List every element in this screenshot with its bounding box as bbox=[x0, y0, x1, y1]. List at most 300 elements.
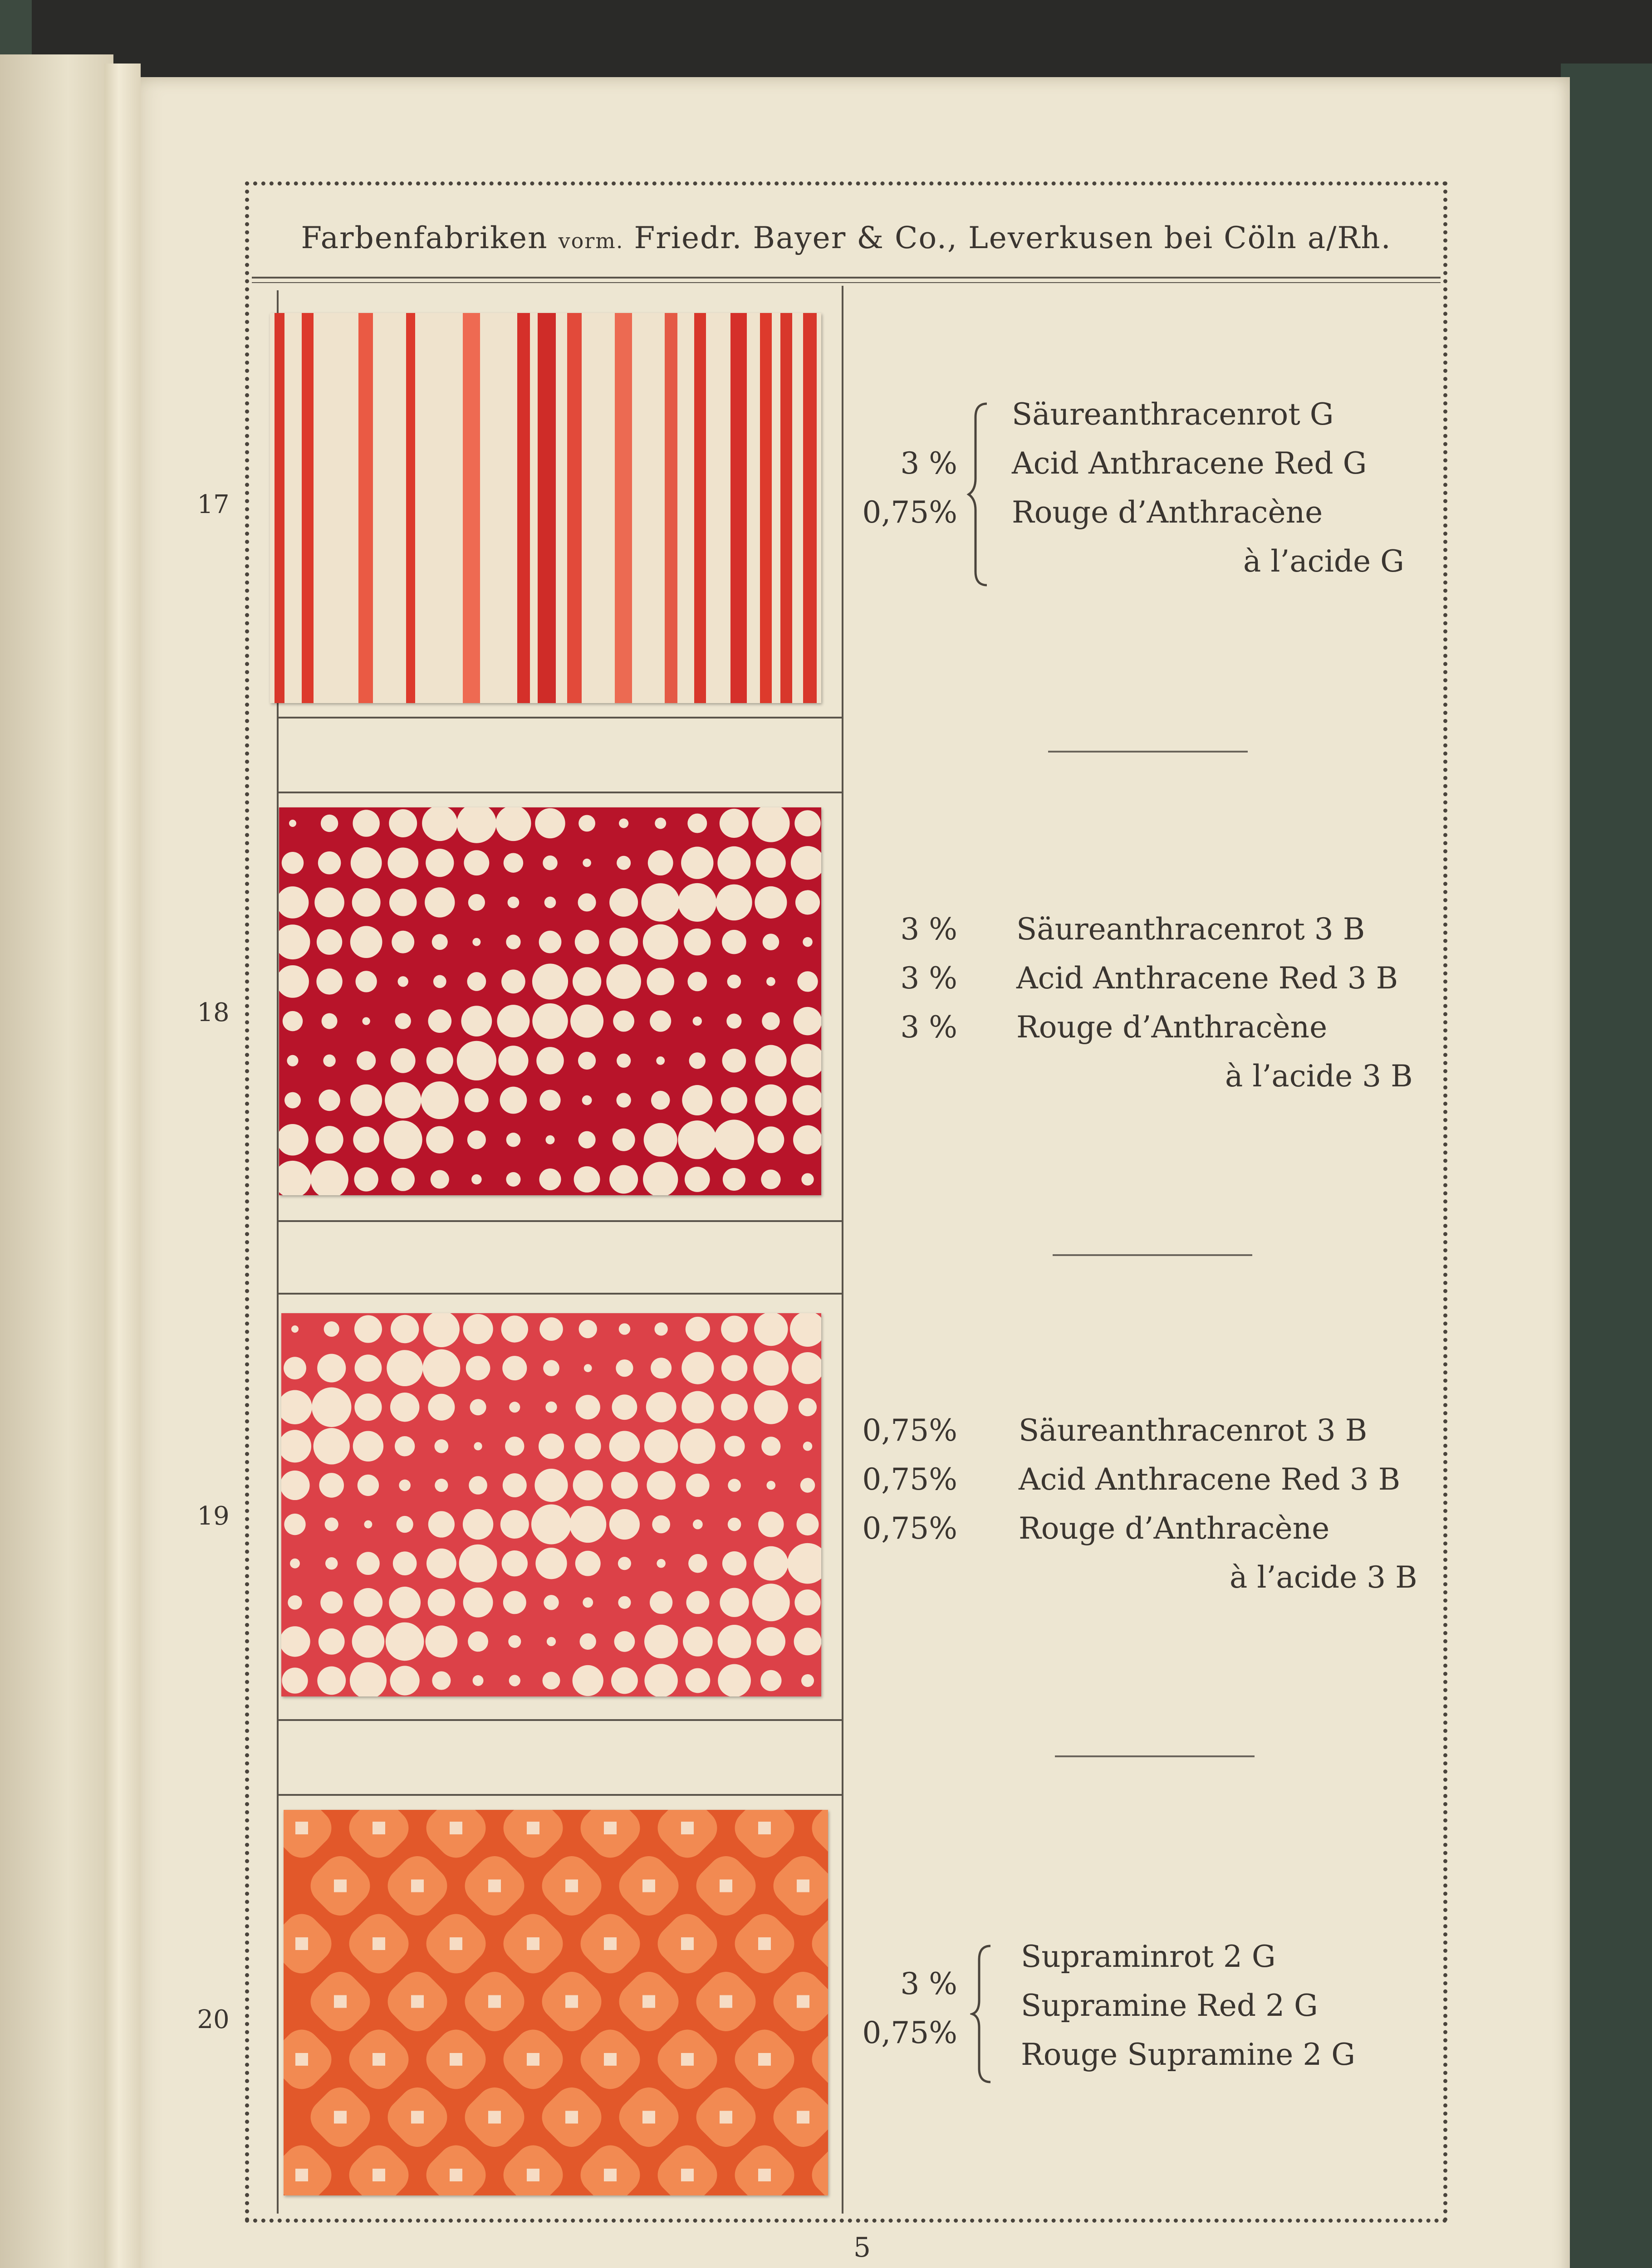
fabric-dot bbox=[578, 1131, 595, 1149]
row-rule bbox=[277, 1794, 842, 1796]
header-address: Friedr. Bayer & Co., Leverkusen bei Cöln a/Rh. bbox=[634, 220, 1392, 255]
lattice-square bbox=[758, 2053, 771, 2066]
fabric-dot bbox=[575, 930, 599, 954]
fabric-dot bbox=[426, 1047, 453, 1074]
fabric-dot bbox=[539, 1168, 561, 1190]
fabric-dot bbox=[714, 1119, 754, 1160]
lattice-square bbox=[527, 2053, 539, 2066]
fabric-dot bbox=[391, 1315, 419, 1343]
fabric-dot bbox=[312, 1387, 351, 1427]
fabric-swatch-20 bbox=[284, 1810, 828, 2195]
fabric-dot bbox=[580, 1633, 596, 1650]
fabric-dot bbox=[284, 1514, 305, 1535]
lattice-square bbox=[411, 2111, 424, 2124]
lattice-square bbox=[758, 2169, 771, 2181]
fabric-dot bbox=[609, 1431, 640, 1461]
fabric-dot bbox=[535, 808, 565, 838]
fabric-dot bbox=[314, 888, 344, 918]
lattice-square bbox=[295, 2053, 308, 2066]
fabric-dot bbox=[317, 929, 342, 954]
fabric-dot bbox=[539, 1433, 564, 1459]
fabric-dot bbox=[498, 1046, 528, 1075]
dye-name: à l’acide 3 B bbox=[1225, 1059, 1413, 1094]
fabric-dot bbox=[791, 1044, 821, 1077]
fabric-dot bbox=[655, 1322, 668, 1335]
fabric-dot bbox=[722, 930, 746, 954]
fabric-dot bbox=[644, 1664, 677, 1696]
fabric-dot bbox=[682, 1085, 712, 1115]
fabric-dot bbox=[500, 1087, 527, 1114]
fabric-dot bbox=[794, 1589, 820, 1615]
fabric-dot bbox=[755, 886, 787, 919]
fabric-dot bbox=[791, 846, 821, 880]
fabric-dot bbox=[606, 964, 641, 999]
lattice-square bbox=[797, 2111, 809, 2124]
lattice-square bbox=[450, 1822, 462, 1834]
fabric-dot bbox=[584, 1364, 592, 1372]
fabric-swatch-18 bbox=[279, 807, 821, 1195]
fabric-dot bbox=[576, 1395, 600, 1419]
fabric-dot bbox=[433, 975, 446, 988]
lattice-square bbox=[373, 1822, 385, 1834]
fabric-dot bbox=[392, 931, 414, 953]
fabric-dot bbox=[279, 965, 309, 998]
lattice-square bbox=[797, 1880, 809, 1892]
lattice-square bbox=[527, 2169, 539, 2181]
dot-pattern bbox=[279, 807, 821, 1195]
fabric-dot bbox=[426, 1126, 453, 1154]
fabric-swatch-17 bbox=[270, 313, 821, 703]
left-page-edge bbox=[0, 54, 113, 2268]
fabric-dot bbox=[716, 885, 752, 921]
recipe-18 bbox=[853, 905, 1443, 1114]
dye-name: à l’acide 3 B bbox=[1230, 1560, 1417, 1595]
fabric-dot bbox=[395, 1013, 411, 1029]
fabric-dot bbox=[790, 1313, 821, 1347]
fabric-dot bbox=[684, 929, 711, 955]
fabric-dot bbox=[722, 1049, 746, 1073]
fabric-dot bbox=[356, 971, 377, 992]
fabric-dot bbox=[578, 1052, 596, 1070]
fabric-dot bbox=[755, 1045, 786, 1076]
fabric-dot bbox=[723, 1168, 745, 1191]
fabric-dot bbox=[459, 1545, 497, 1583]
fabric-dot bbox=[473, 1675, 484, 1686]
fabric-dot bbox=[391, 1168, 415, 1191]
fabric-dot bbox=[689, 1052, 706, 1069]
fabric-dot bbox=[752, 807, 789, 842]
fabric-dot bbox=[569, 1506, 606, 1543]
recipe-17 bbox=[853, 390, 1443, 599]
fabric-dot bbox=[726, 1014, 741, 1029]
fabric-dot bbox=[651, 1091, 670, 1110]
fabric-dot bbox=[319, 1628, 345, 1655]
fabric-dot bbox=[794, 1007, 821, 1036]
lattice-square bbox=[488, 1880, 501, 1892]
lattice-square bbox=[642, 1880, 655, 1892]
fabric-dot bbox=[544, 897, 556, 909]
separator bbox=[1055, 1755, 1255, 1757]
fabric-dot bbox=[721, 1316, 748, 1343]
fabric-dot bbox=[582, 1095, 592, 1105]
fabric-dot bbox=[718, 1625, 751, 1658]
fabric-dot bbox=[680, 1428, 716, 1464]
fabric-dot bbox=[389, 889, 417, 916]
fabric-dot bbox=[688, 1554, 707, 1573]
fabric-dot bbox=[317, 1354, 346, 1383]
lattice-square bbox=[604, 1937, 617, 1950]
fabric-dot bbox=[422, 1349, 460, 1387]
fabric-dot bbox=[320, 1591, 343, 1613]
fabric-dot bbox=[317, 1667, 346, 1695]
fabric-dot bbox=[686, 1591, 709, 1614]
fabric-dot bbox=[315, 1126, 343, 1154]
fabric-dot bbox=[543, 1360, 559, 1376]
fabric-dot bbox=[279, 886, 309, 919]
fabric-dot bbox=[727, 975, 741, 989]
fabric-dot bbox=[501, 970, 525, 994]
dye-name: Acid Anthracene Red 3 B bbox=[1019, 1462, 1401, 1497]
fabric-dot bbox=[720, 809, 749, 838]
fabric-dot bbox=[397, 1516, 413, 1533]
fabric-dot bbox=[536, 1047, 564, 1074]
fabric-dot bbox=[793, 1125, 821, 1154]
brace bbox=[970, 1941, 997, 2087]
fabric-dot bbox=[795, 890, 820, 914]
book-cover-right bbox=[1561, 64, 1652, 2268]
fabric-dot bbox=[457, 1041, 496, 1080]
lattice-square bbox=[758, 1937, 771, 1950]
fabric-dot bbox=[717, 846, 750, 880]
row-rule bbox=[277, 1220, 842, 1222]
fabric-dot bbox=[583, 1597, 593, 1608]
fabric-dot bbox=[793, 1085, 821, 1115]
fabric-dot bbox=[423, 1313, 460, 1347]
percentage: 0,75% bbox=[862, 2015, 957, 2050]
fabric-dot bbox=[472, 938, 480, 946]
fabric-dot bbox=[721, 1394, 748, 1421]
fabric-dot bbox=[543, 1672, 560, 1690]
fabric-dot bbox=[466, 1356, 490, 1380]
fabric-dot bbox=[643, 924, 678, 960]
dye-name: Säureanthracenrot 3 B bbox=[1016, 912, 1365, 947]
fabric-dot bbox=[353, 1431, 383, 1461]
fabric-dot bbox=[756, 848, 786, 878]
fabric-dot bbox=[287, 1055, 298, 1066]
fabric-dot bbox=[794, 810, 821, 836]
fabric-dot bbox=[318, 851, 341, 875]
fabric-dot bbox=[657, 1559, 666, 1568]
lattice-square bbox=[488, 2111, 501, 2124]
lattice-square bbox=[681, 2053, 694, 2066]
percentage: 0,75% bbox=[862, 1413, 957, 1448]
fabric-dot bbox=[289, 820, 296, 827]
fabric-dot bbox=[543, 855, 558, 870]
fabric-dot bbox=[578, 893, 596, 911]
lattice-square bbox=[411, 1995, 424, 2008]
fabric-dot bbox=[539, 1317, 563, 1341]
fabric-dot bbox=[754, 1546, 788, 1581]
lattice-square bbox=[450, 1937, 462, 1950]
fabric-dot bbox=[355, 1354, 382, 1382]
fabric-dot bbox=[686, 1474, 709, 1497]
dye-name: Acid Anthracene Red G bbox=[1012, 446, 1367, 481]
dye-name: Rouge d’Anthracène bbox=[1012, 495, 1323, 530]
fabric-dot bbox=[609, 888, 638, 917]
fabric-dot bbox=[721, 1355, 747, 1381]
fabric-dot bbox=[547, 1637, 556, 1646]
fabric-dot bbox=[757, 1627, 785, 1656]
dye-name: Acid Anthracene Red 3 B bbox=[1016, 961, 1398, 996]
lattice-square bbox=[295, 1822, 308, 1834]
dye-name: Säureanthracenrot G bbox=[1012, 397, 1334, 432]
fabric-dot bbox=[686, 1317, 710, 1341]
fabric-dot bbox=[545, 1135, 554, 1144]
lattice-square bbox=[604, 2169, 617, 2181]
fabric-dot bbox=[573, 1470, 603, 1500]
fabric-dot bbox=[422, 807, 457, 841]
percentage: 0,75% bbox=[862, 1511, 957, 1546]
lattice-pattern bbox=[284, 1810, 828, 2195]
percentage: 3 % bbox=[900, 1010, 957, 1045]
fabric-dot bbox=[425, 887, 455, 917]
fabric-dot bbox=[350, 1662, 387, 1696]
lattice-square bbox=[720, 2111, 732, 2124]
row-rule bbox=[277, 792, 842, 793]
fabric-dot bbox=[279, 1124, 309, 1156]
fabric-dot bbox=[575, 1433, 601, 1459]
fabric-dot bbox=[803, 1442, 812, 1451]
fabric-dot bbox=[762, 1012, 779, 1030]
fabric-dot bbox=[364, 1520, 372, 1529]
fabric-dot bbox=[290, 1559, 300, 1569]
fabric-dot bbox=[325, 1557, 338, 1569]
fabric-dot bbox=[281, 1430, 311, 1462]
fabric-dot bbox=[426, 849, 454, 877]
fabric-dot bbox=[685, 1167, 710, 1192]
fabric-dot bbox=[495, 807, 531, 841]
fabric-dot bbox=[619, 1323, 630, 1334]
fabric-dot bbox=[799, 1398, 817, 1416]
fabric-dot bbox=[399, 1480, 411, 1491]
fabric-dot bbox=[754, 1390, 788, 1424]
percentage: 3 % bbox=[900, 961, 957, 996]
fabric-dot bbox=[683, 1627, 713, 1657]
fabric-dot bbox=[644, 1429, 678, 1463]
fabric-dot bbox=[506, 1133, 521, 1147]
fabric-dot bbox=[391, 1048, 416, 1073]
fabric-dot bbox=[395, 1436, 415, 1456]
fabric-dot bbox=[544, 1595, 559, 1610]
fabric-dot bbox=[573, 967, 601, 996]
fabric-dot bbox=[535, 1548, 567, 1579]
fabric-dot bbox=[693, 1017, 702, 1026]
row-rule bbox=[277, 1719, 842, 1721]
fabric-dot bbox=[316, 968, 342, 994]
lattice-square bbox=[565, 1880, 578, 1892]
fabric-dot bbox=[431, 1170, 449, 1188]
dye-name: Supraminrot 2 G bbox=[1021, 1939, 1276, 1974]
fabric-dot bbox=[614, 1631, 635, 1652]
fabric-dot bbox=[656, 1056, 665, 1065]
fabric-dot bbox=[678, 883, 716, 922]
fabric-dot bbox=[792, 1352, 821, 1384]
fabric-dot bbox=[319, 1090, 340, 1111]
fabric-dot bbox=[508, 897, 520, 909]
fabric-dot bbox=[352, 888, 381, 917]
row-rule bbox=[277, 1293, 842, 1295]
fabric-dot bbox=[643, 1162, 678, 1195]
fabric-dot bbox=[354, 1588, 382, 1617]
fabric-dot bbox=[468, 1632, 488, 1652]
fabric-dot bbox=[539, 931, 562, 953]
lattice-square bbox=[797, 1995, 809, 2008]
fabric-dot bbox=[755, 1085, 787, 1116]
fabric-dot bbox=[281, 1626, 310, 1657]
lattice-square bbox=[334, 1995, 347, 2008]
fabric-dot bbox=[503, 1473, 527, 1497]
lattice-square bbox=[373, 2169, 385, 2181]
fabric-dot bbox=[464, 850, 489, 875]
fabric-dot bbox=[797, 971, 818, 992]
lattice-square bbox=[604, 2053, 617, 2066]
fabric-dot bbox=[457, 807, 496, 843]
sample-number-19: 19 bbox=[197, 1501, 230, 1531]
fabric-dot bbox=[467, 1130, 486, 1149]
fabric-dot bbox=[583, 859, 591, 867]
fabric-dot bbox=[508, 1635, 521, 1648]
fabric-dot bbox=[611, 1472, 638, 1499]
header-rule-thin bbox=[252, 282, 1441, 283]
recipe-20 bbox=[853, 1932, 1443, 2096]
fabric-dot bbox=[389, 809, 417, 837]
lattice-square bbox=[450, 2053, 462, 2066]
lattice-square bbox=[642, 2111, 655, 2124]
fabric-dot bbox=[310, 1160, 348, 1195]
fabric-dot bbox=[574, 1166, 600, 1193]
lattice-square bbox=[411, 1880, 424, 1892]
fabric-dot bbox=[471, 1174, 482, 1185]
fabric-dot bbox=[354, 1393, 382, 1421]
fabric-dot bbox=[501, 1315, 528, 1342]
brace bbox=[966, 399, 994, 590]
lattice-square bbox=[642, 1995, 655, 2008]
fabric-dot bbox=[390, 1393, 419, 1422]
fabric-dot bbox=[720, 1588, 749, 1617]
fabric-dot bbox=[613, 1011, 634, 1032]
fabric-dot bbox=[532, 963, 568, 999]
fabric-dot bbox=[474, 1442, 482, 1450]
lattice-square bbox=[373, 2053, 385, 2066]
fabric-dot bbox=[282, 1667, 308, 1693]
fabric-dot bbox=[760, 1670, 781, 1691]
fabric-dot bbox=[509, 1402, 520, 1413]
fabric-dot bbox=[321, 815, 338, 832]
fabric-dot bbox=[612, 1394, 637, 1420]
fabric-dot bbox=[646, 1392, 676, 1422]
fabric-dot bbox=[354, 1167, 378, 1191]
fabric-dot bbox=[754, 1313, 788, 1346]
fabric-dot bbox=[470, 1399, 486, 1415]
fabric-dot bbox=[681, 1391, 714, 1423]
fabric-dot bbox=[435, 1479, 448, 1492]
lattice-square bbox=[681, 1822, 694, 1834]
fabric-dot bbox=[291, 1325, 299, 1333]
fabric-dot bbox=[353, 1127, 379, 1153]
fabric-dot bbox=[724, 1436, 745, 1457]
column-divider bbox=[842, 286, 843, 2214]
fabric-dot bbox=[314, 1428, 350, 1464]
fabric-dot bbox=[387, 1350, 423, 1386]
fabric-dot bbox=[787, 1543, 821, 1584]
fabric-dot bbox=[284, 1357, 306, 1379]
fabric-dot bbox=[797, 1513, 819, 1535]
fabric-dot bbox=[761, 1169, 780, 1189]
fabric-dot bbox=[435, 1439, 449, 1453]
fabric-dot bbox=[545, 1402, 557, 1413]
fabric-dot bbox=[761, 1437, 780, 1456]
fabric-dot bbox=[350, 1085, 382, 1116]
fabric-dot bbox=[352, 1625, 385, 1658]
dye-name: Supramine Red 2 G bbox=[1021, 1988, 1318, 2023]
fabric-dot bbox=[647, 968, 674, 995]
fabric-dot bbox=[497, 1005, 529, 1037]
fabric-dot bbox=[509, 1675, 520, 1686]
fabric-dot bbox=[463, 1314, 493, 1344]
fabric-dot bbox=[279, 924, 310, 959]
fabric-dot bbox=[655, 818, 666, 829]
fabric-dot bbox=[353, 810, 379, 836]
fabric-dot bbox=[502, 1356, 527, 1380]
fabric-dot bbox=[575, 1551, 601, 1576]
fabric-dot bbox=[506, 935, 520, 949]
fabric-dot bbox=[681, 1352, 714, 1384]
fabric-dot bbox=[801, 1674, 814, 1687]
fabric-dot bbox=[506, 1172, 520, 1187]
fabric-dot bbox=[357, 1051, 376, 1070]
fabric-dot bbox=[801, 1173, 814, 1185]
fabric-dot bbox=[650, 1591, 672, 1614]
fabric-dot bbox=[647, 1471, 675, 1500]
fabric-dot bbox=[461, 1006, 492, 1036]
fabric-dot bbox=[652, 1515, 670, 1534]
fabric-dot bbox=[803, 937, 813, 947]
fabric-dot bbox=[641, 883, 680, 922]
fabric-dot bbox=[322, 1013, 338, 1029]
separator bbox=[1053, 1254, 1252, 1256]
fabric-dot bbox=[619, 818, 628, 828]
fabric-dot bbox=[324, 1321, 339, 1337]
fabric-dot bbox=[687, 814, 707, 833]
percentage: 3 % bbox=[900, 912, 957, 947]
fabric-dot bbox=[800, 1478, 815, 1493]
lattice-square bbox=[488, 1995, 501, 2008]
fabric-dot bbox=[385, 1082, 421, 1118]
fabric-dot bbox=[323, 1055, 335, 1067]
fabric-dot bbox=[432, 934, 448, 950]
fabric-dot bbox=[428, 1009, 451, 1033]
fabric-dot bbox=[469, 1476, 487, 1495]
fabric-dot bbox=[753, 1350, 789, 1386]
fabric-dot bbox=[503, 1591, 526, 1614]
fabric-dot bbox=[390, 1666, 420, 1695]
lattice-square bbox=[565, 1995, 578, 2008]
fabric-dot bbox=[766, 977, 775, 986]
fabric-dot bbox=[693, 1520, 703, 1530]
fabric-dot bbox=[288, 1595, 302, 1610]
lattice-square bbox=[527, 1822, 539, 1834]
fabric-dot bbox=[718, 1664, 751, 1696]
